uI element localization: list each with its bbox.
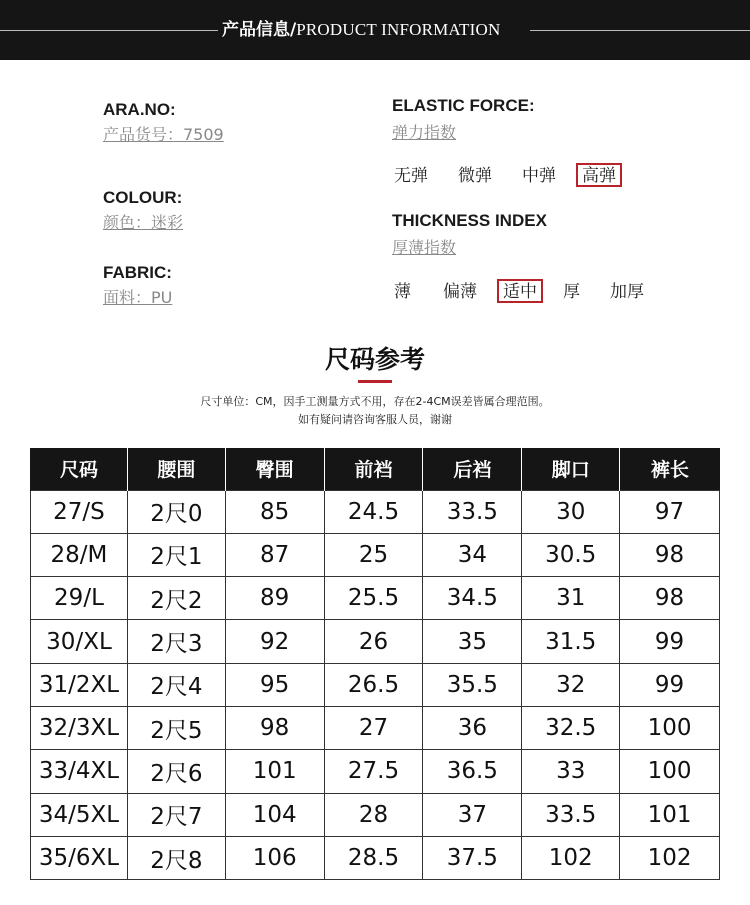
table-cell: 30/XL <box>31 620 128 663</box>
table-cell: 36.5 <box>423 750 522 793</box>
table-cell: 100 <box>620 706 720 749</box>
thickness-sub-label: 厚薄指数 <box>392 238 457 257</box>
table-cell: 2尺3 <box>127 620 225 663</box>
elastic-options <box>388 163 622 187</box>
table-row <box>31 620 720 663</box>
table-cell: 31/2XL <box>31 663 128 706</box>
col-header: 臀围 <box>225 448 324 490</box>
col-header: 后裆 <box>423 448 522 490</box>
fabric-label: FABRIC: <box>103 263 172 282</box>
table-cell: 32/3XL <box>31 706 128 749</box>
table-cell: 27/S <box>31 490 128 533</box>
thickness-option: 厚 <box>563 282 580 302</box>
table-cell: 28/M <box>31 533 128 576</box>
elastic-sub-label: 弹力指数 <box>392 123 457 142</box>
table-cell: 27 <box>324 706 423 749</box>
elastic-option-selected: 高弹 <box>576 163 622 187</box>
table-row <box>31 533 720 576</box>
table-cell: 31 <box>522 577 620 620</box>
elastic-option: 微弹 <box>458 166 492 186</box>
ara-no-value: 产品货号：7509 <box>103 125 224 144</box>
table-cell: 32.5 <box>522 706 620 749</box>
table-cell: 106 <box>225 836 324 879</box>
table-cell: 98 <box>620 533 720 576</box>
banner-line-right <box>530 30 750 31</box>
table-cell: 98 <box>225 706 324 749</box>
colour-value: 颜色：迷彩 <box>103 213 184 232</box>
thickness-option-selected: 适中 <box>497 279 543 303</box>
table-cell: 34.5 <box>423 577 522 620</box>
col-header: 前裆 <box>324 448 423 490</box>
thickness-options <box>388 279 650 303</box>
table-cell: 95 <box>225 663 324 706</box>
banner-title <box>222 18 500 42</box>
table-cell: 101 <box>620 793 720 836</box>
table-cell: 98 <box>620 577 720 620</box>
table-cell: 28 <box>324 793 423 836</box>
table-cell: 35.5 <box>423 663 522 706</box>
size-table <box>30 448 720 880</box>
table-cell: 37.5 <box>423 836 522 879</box>
thickness-label: THICKNESS INDEX <box>392 211 547 230</box>
table-cell: 36 <box>423 706 522 749</box>
table-cell: 87 <box>225 533 324 576</box>
table-cell: 2尺5 <box>127 706 225 749</box>
size-chart-title: 尺码参考 <box>324 345 425 374</box>
table-cell: 34/5XL <box>31 793 128 836</box>
table-row <box>31 793 720 836</box>
table-cell: 35 <box>423 620 522 663</box>
table-cell: 92 <box>225 620 324 663</box>
banner-line-left <box>0 30 218 31</box>
table-cell: 97 <box>620 490 720 533</box>
table-cell: 2尺4 <box>127 663 225 706</box>
table-cell: 26 <box>324 620 423 663</box>
elastic-option: 中弹 <box>522 166 556 186</box>
banner-title-cn: 产品信息/ <box>222 20 297 40</box>
elastic-label: ELASTIC FORCE: <box>392 96 535 115</box>
table-cell: 34 <box>423 533 522 576</box>
table-cell: 37 <box>423 793 522 836</box>
table-cell: 2尺6 <box>127 750 225 793</box>
table-row <box>31 750 720 793</box>
thickness-option: 偏薄 <box>443 282 477 302</box>
table-cell: 27.5 <box>324 750 423 793</box>
table-cell: 2尺7 <box>127 793 225 836</box>
table-cell: 2尺2 <box>127 577 225 620</box>
table-row <box>31 577 720 620</box>
table-row <box>31 836 720 879</box>
table-cell: 35/6XL <box>31 836 128 879</box>
table-cell: 30.5 <box>522 533 620 576</box>
table-cell: 85 <box>225 490 324 533</box>
table-cell: 99 <box>620 620 720 663</box>
table-cell: 2尺8 <box>127 836 225 879</box>
table-row <box>31 706 720 749</box>
banner-title-en: PRODUCT INFORMATION <box>296 20 501 39</box>
fabric-value: 面料：PU <box>103 288 173 307</box>
table-cell: 100 <box>620 750 720 793</box>
table-cell: 26.5 <box>324 663 423 706</box>
table-cell: 2尺0 <box>127 490 225 533</box>
table-cell: 33 <box>522 750 620 793</box>
table-header-row <box>31 448 720 490</box>
table-cell: 25.5 <box>324 577 423 620</box>
table-row <box>31 663 720 706</box>
size-note-line-1: 尺寸单位：CM，因手工测量方式不用，存在2-4CM误差皆属合理范围。 <box>200 395 550 408</box>
table-cell: 25 <box>324 533 423 576</box>
table-cell: 2尺1 <box>127 533 225 576</box>
table-cell: 89 <box>225 577 324 620</box>
table-cell: 102 <box>620 836 720 879</box>
table-row <box>31 490 720 533</box>
col-header: 脚口 <box>522 448 620 490</box>
ara-no-label: ARA.NO: <box>103 100 176 119</box>
table-cell: 33.5 <box>522 793 620 836</box>
table-cell: 33.5 <box>423 490 522 533</box>
thickness-option: 薄 <box>394 282 411 302</box>
table-cell: 33/4XL <box>31 750 128 793</box>
col-header: 尺码 <box>31 448 128 490</box>
table-cell: 31.5 <box>522 620 620 663</box>
table-cell: 102 <box>522 836 620 879</box>
thickness-option: 加厚 <box>610 282 644 302</box>
size-title-underline <box>358 380 392 383</box>
col-header: 裤长 <box>620 448 720 490</box>
elastic-option: 无弹 <box>394 166 428 186</box>
table-cell: 32 <box>522 663 620 706</box>
table-cell: 29/L <box>31 577 128 620</box>
size-note-line-2: 如有疑问请咨询客服人员，谢谢 <box>298 413 452 426</box>
table-cell: 104 <box>225 793 324 836</box>
colour-label: COLOUR: <box>103 188 183 207</box>
header-banner <box>0 0 750 60</box>
table-cell: 24.5 <box>324 490 423 533</box>
table-cell: 99 <box>620 663 720 706</box>
table-cell: 30 <box>522 490 620 533</box>
col-header: 腰围 <box>127 448 225 490</box>
table-cell: 28.5 <box>324 836 423 879</box>
table-cell: 101 <box>225 750 324 793</box>
